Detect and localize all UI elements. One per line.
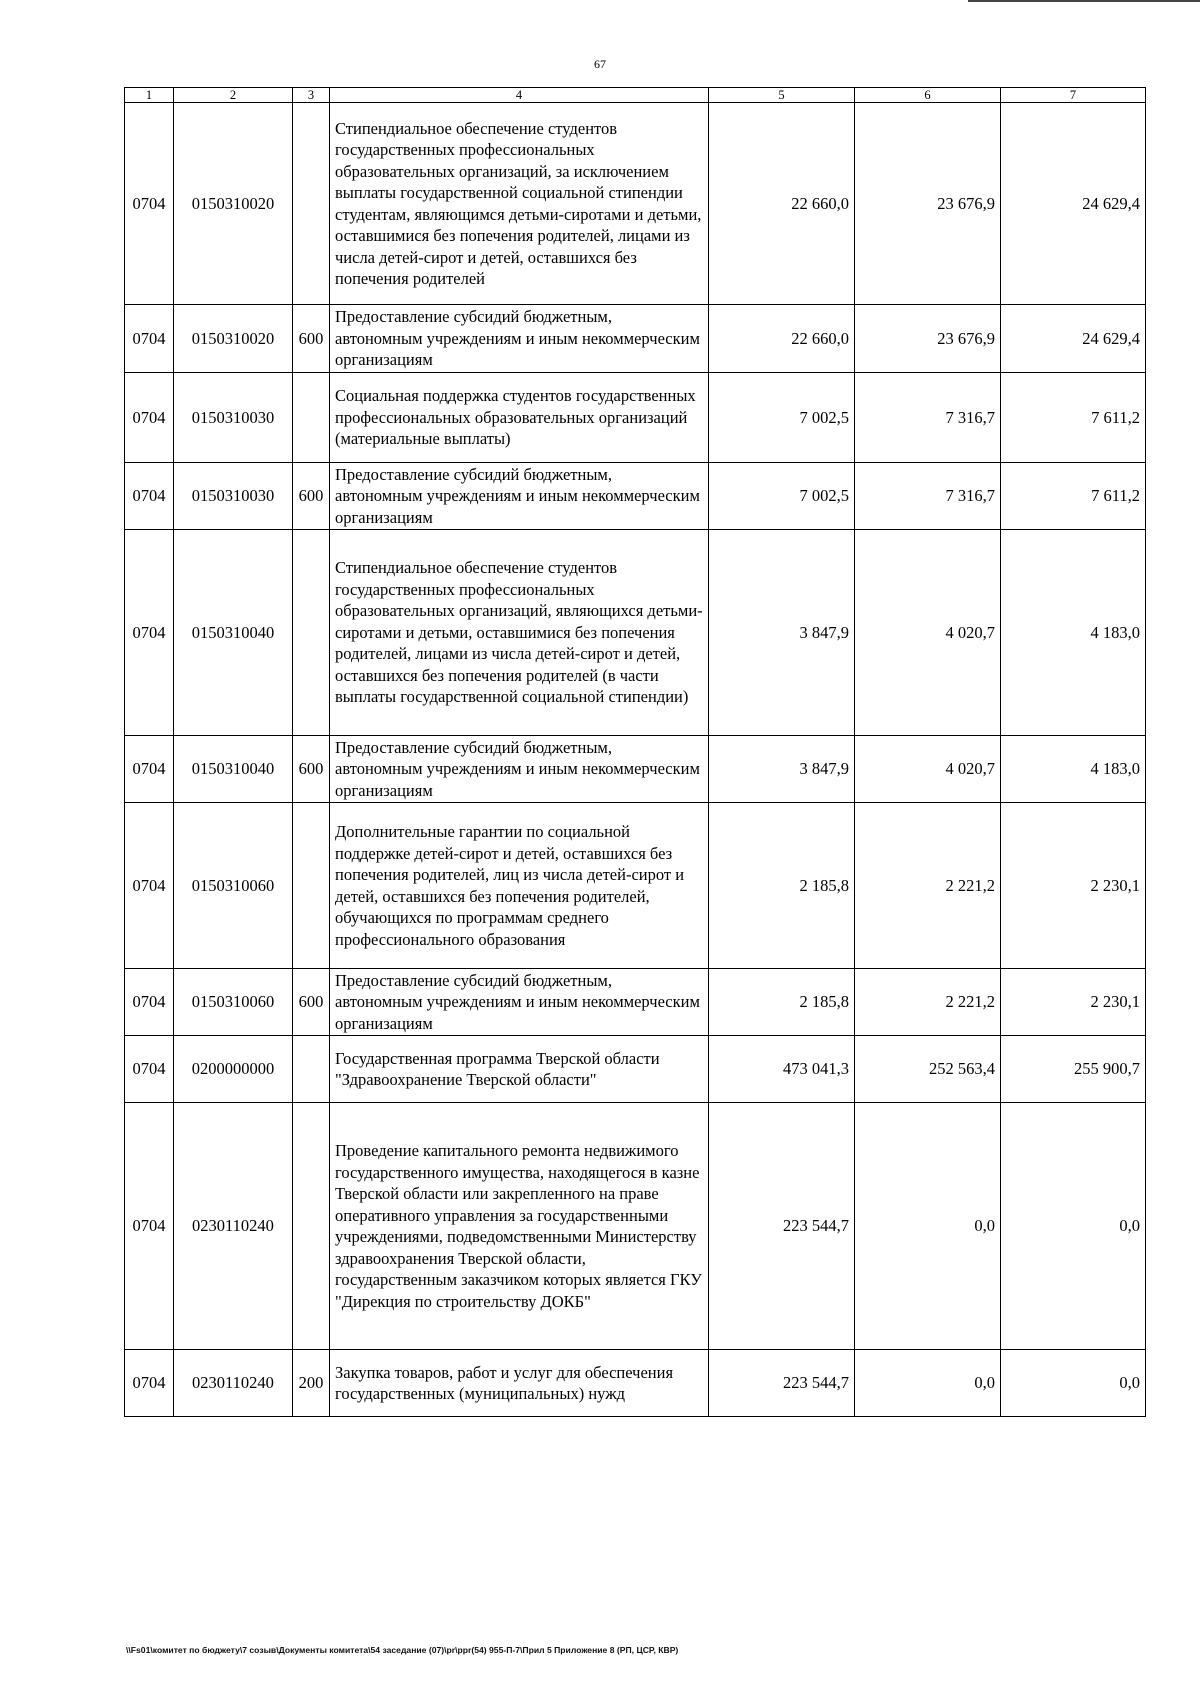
section-code: 0704 [125, 530, 174, 736]
amount-year-1: 2 185,8 [709, 969, 855, 1036]
amount-year-2: 23 676,9 [855, 305, 1001, 373]
target-code: 0150310060 [174, 803, 293, 969]
header-cell: 2 [174, 88, 293, 103]
amount-year-1: 22 660,0 [709, 305, 855, 373]
section-code: 0704 [125, 1103, 174, 1350]
amount-year-3: 4 183,0 [1001, 530, 1146, 736]
amount-year-2: 4 020,7 [855, 736, 1001, 803]
target-code: 0230110240 [174, 1103, 293, 1350]
section-code: 0704 [125, 736, 174, 803]
target-code: 0150310030 [174, 373, 293, 463]
table-row [125, 1036, 1146, 1103]
table-row [125, 530, 1146, 736]
target-code: 0150310040 [174, 530, 293, 736]
amount-year-1: 223 544,7 [709, 1350, 855, 1417]
item-name: Стипендиальное обеспечение студентов государственных профессиональных образовательных организаций, за исключением выплаты государственной социальной стипендии студентам, являющимся детьми-сиротами и детьми, оставшимися без попечения родителей, лицами из числа детей-сирот и детей, оставшихся без попечения родителей [330, 103, 709, 305]
table-row [125, 803, 1146, 969]
target-code: 0150310040 [174, 736, 293, 803]
expense-type: 600 [293, 305, 330, 373]
table-row [125, 103, 1146, 305]
section-code: 0704 [125, 463, 174, 530]
item-name: Предоставление субсидий бюджетным, автономным учреждениям и иным некоммерческим организациям [330, 305, 709, 373]
expense-type [293, 803, 330, 969]
amount-year-1: 223 544,7 [709, 1103, 855, 1350]
header-row [125, 88, 1146, 103]
item-name: Проведение капитального ремонта недвижимого государственного имущества, находящегося в казне Тверской области или закрепленного на праве оперативного управления за государственными учреждениями, подведомственными Министерству здравоохранения Тверской области, государственным заказчиком которых является ГКУ "Дирекция по строительству ДОКБ" [330, 1103, 709, 1350]
amount-year-3: 24 629,4 [1001, 103, 1146, 305]
target-code: 0200000000 [174, 1036, 293, 1103]
table-row [125, 969, 1146, 1036]
amount-year-2: 7 316,7 [855, 463, 1001, 530]
header-cell: 7 [1001, 88, 1146, 103]
item-name: Социальная поддержка студентов государственных профессиональных образовательных организаций (материальные выплаты) [330, 373, 709, 463]
item-name: Государственная программа Тверской области "Здравоохранение Тверской области" [330, 1036, 709, 1103]
expense-type [293, 1103, 330, 1350]
expense-type [293, 103, 330, 305]
section-code: 0704 [125, 305, 174, 373]
amount-year-3: 0,0 [1001, 1103, 1146, 1350]
amount-year-2: 4 020,7 [855, 530, 1001, 736]
item-name: Предоставление субсидий бюджетным, автономным учреждениям и иным некоммерческим организациям [330, 969, 709, 1036]
item-name: Предоставление субсидий бюджетным, автономным учреждениям и иным некоммерческим организациям [330, 736, 709, 803]
amount-year-2: 0,0 [855, 1350, 1001, 1417]
budget-table [124, 87, 1146, 1417]
footer-file-path: \\Fs01\комитет по бюджету\7 созыв\Документы комитета\54 заседание (07)\pr\ppr(54) 955-П-7\Прил 5 Приложение 8 (РП, ЦСР, КВР) [126, 1645, 679, 1655]
amount-year-3: 0,0 [1001, 1350, 1146, 1417]
amount-year-3: 2 230,1 [1001, 803, 1146, 969]
table-row [125, 736, 1146, 803]
target-code: 0150310020 [174, 305, 293, 373]
expense-type [293, 373, 330, 463]
header-cell: 5 [709, 88, 855, 103]
amount-year-3: 255 900,7 [1001, 1036, 1146, 1103]
section-code: 0704 [125, 373, 174, 463]
amount-year-2: 23 676,9 [855, 103, 1001, 305]
expense-type [293, 530, 330, 736]
header-cell: 3 [293, 88, 330, 103]
target-code: 0230110240 [174, 1350, 293, 1417]
amount-year-3: 24 629,4 [1001, 305, 1146, 373]
item-name: Дополнительные гарантии по социальной поддержке детей-сирот и детей, оставшихся без попечения родителей, лиц из числа детей-сирот и детей, оставшихся без попечения родителей, обучающихся по программам среднего профессионального образования [330, 803, 709, 969]
table-row [125, 463, 1146, 530]
target-code: 0150310020 [174, 103, 293, 305]
amount-year-3: 2 230,1 [1001, 969, 1146, 1036]
target-code: 0150310030 [174, 463, 293, 530]
expense-type: 600 [293, 969, 330, 1036]
amount-year-3: 7 611,2 [1001, 373, 1146, 463]
amount-year-2: 2 221,2 [855, 803, 1001, 969]
section-code: 0704 [125, 803, 174, 969]
section-code: 0704 [125, 1350, 174, 1417]
amount-year-2: 2 221,2 [855, 969, 1001, 1036]
section-code: 0704 [125, 103, 174, 305]
amount-year-3: 4 183,0 [1001, 736, 1146, 803]
header-cell: 1 [125, 88, 174, 103]
amount-year-2: 7 316,7 [855, 373, 1001, 463]
amount-year-1: 7 002,5 [709, 373, 855, 463]
amount-year-1: 2 185,8 [709, 803, 855, 969]
expense-type [293, 1036, 330, 1103]
table-row [125, 1103, 1146, 1350]
amount-year-1: 3 847,9 [709, 736, 855, 803]
header-cell: 6 [855, 88, 1001, 103]
amount-year-1: 3 847,9 [709, 530, 855, 736]
item-name: Закупка товаров, работ и услуг для обеспечения государственных (муниципальных) нужд [330, 1350, 709, 1417]
item-name: Предоставление субсидий бюджетным, автономным учреждениям и иным некоммерческим организациям [330, 463, 709, 530]
expense-type: 600 [293, 463, 330, 530]
amount-year-2: 252 563,4 [855, 1036, 1001, 1103]
expense-type: 600 [293, 736, 330, 803]
amount-year-1: 473 041,3 [709, 1036, 855, 1103]
amount-year-2: 0,0 [855, 1103, 1001, 1350]
expense-type: 200 [293, 1350, 330, 1417]
table-row [125, 1350, 1146, 1417]
section-code: 0704 [125, 969, 174, 1036]
amount-year-3: 7 611,2 [1001, 463, 1146, 530]
table-row [125, 373, 1146, 463]
scan-edge-line [968, 0, 1200, 2]
header-cell: 4 [330, 88, 709, 103]
page-number: 67 [594, 57, 606, 71]
section-code: 0704 [125, 1036, 174, 1103]
item-name: Стипендиальное обеспечение студентов государственных профессиональных образовательных организаций, являющихся детьми-сиротами и детьми, оставшимися без попечения родителей, лицами из числа детей-сирот и детей, оставшихся без попечения родителей (в части выплаты государственной социальной стипендии) [330, 530, 709, 736]
amount-year-1: 22 660,0 [709, 103, 855, 305]
target-code: 0150310060 [174, 969, 293, 1036]
table-row [125, 305, 1146, 373]
amount-year-1: 7 002,5 [709, 463, 855, 530]
